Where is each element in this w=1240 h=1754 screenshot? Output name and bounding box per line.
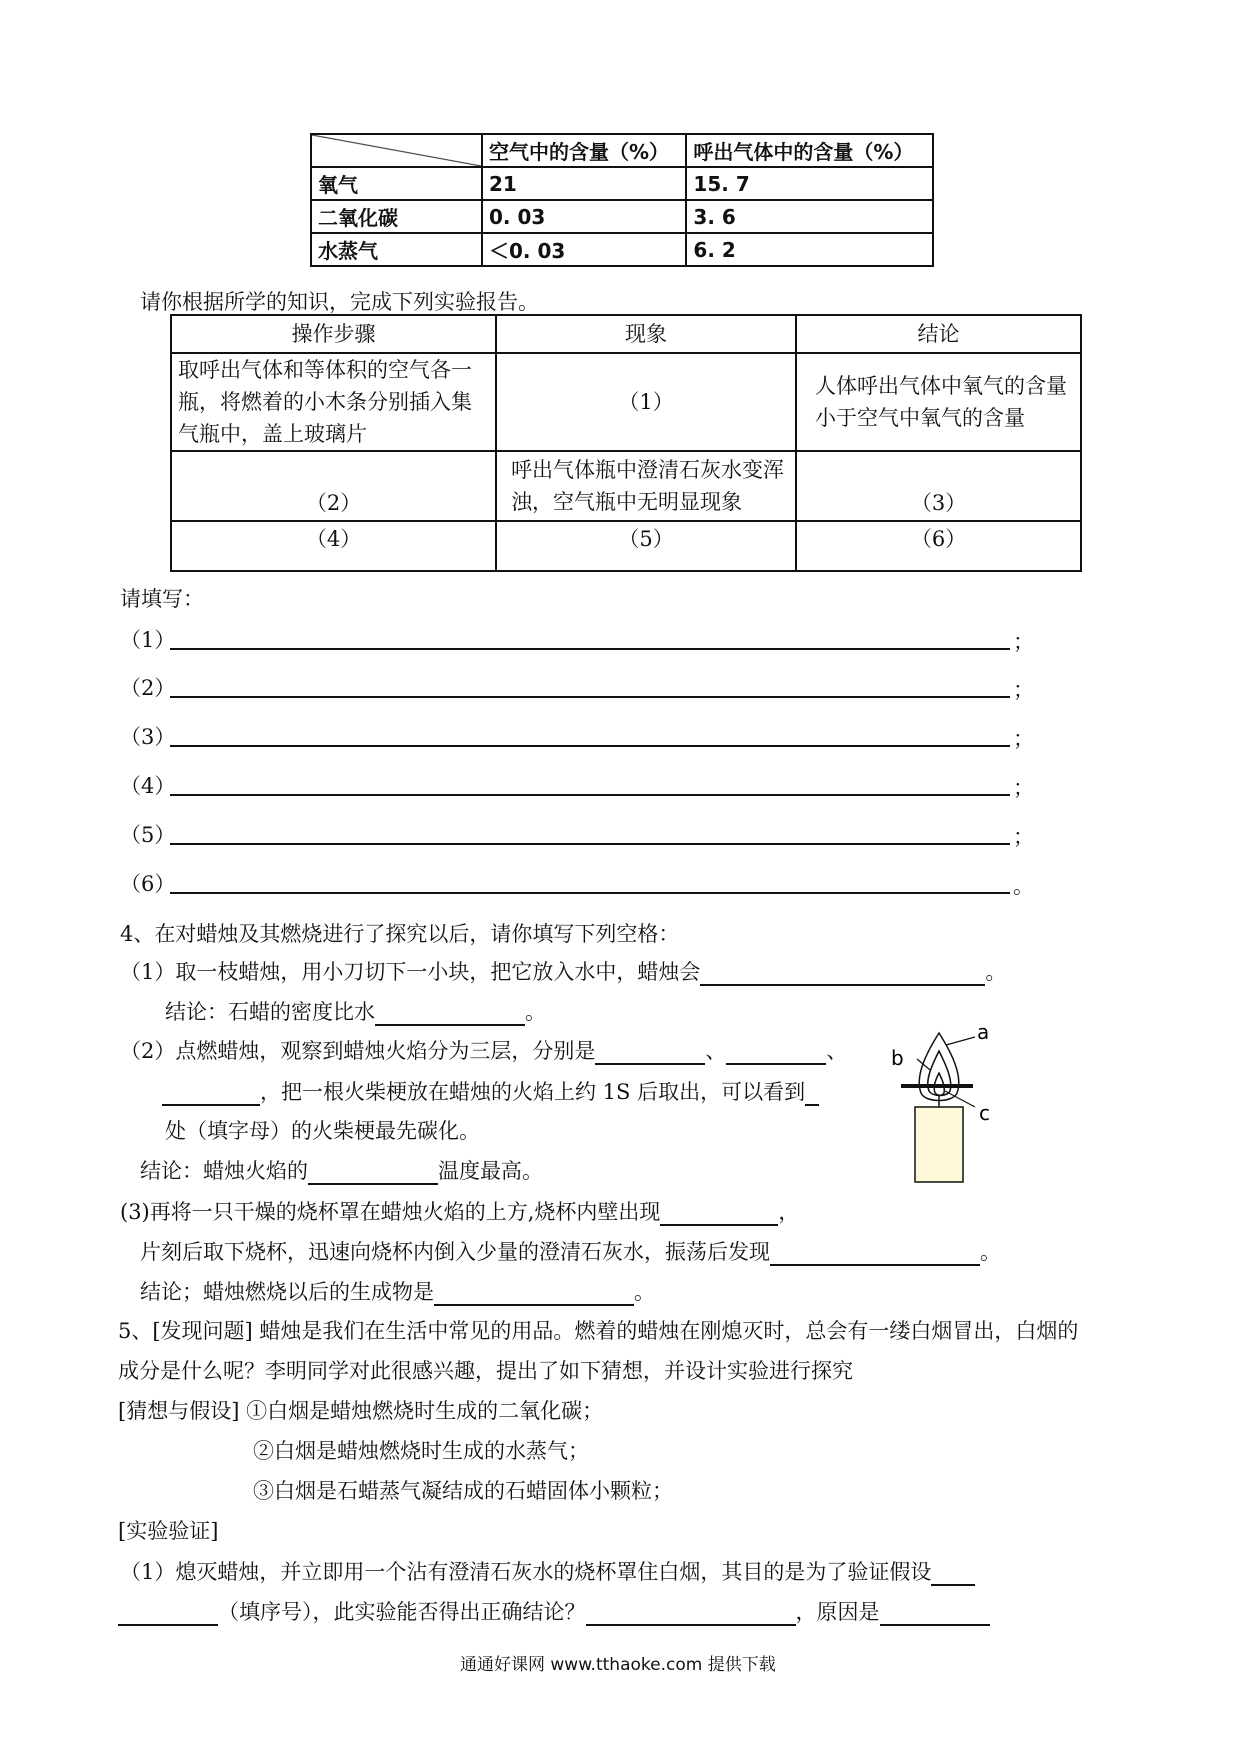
punct: 。: [980, 1240, 1001, 1264]
line-end: ；: [1013, 825, 1034, 849]
hypothesis-label: [猜想与假设]: [118, 1399, 240, 1423]
cell-value: 3. 6: [686, 200, 933, 233]
col-header-air: 空气中的含量（%）: [482, 134, 686, 167]
cell-phenomenon-3: （5）: [496, 521, 796, 571]
header-conclusion: 结论: [796, 315, 1081, 353]
table-row: [171, 521, 1081, 571]
line-number: （1）: [120, 628, 176, 652]
experiment-report-table: [170, 314, 1082, 572]
q4-part2-line1: [120, 1035, 847, 1065]
answer-blank[interactable]: [595, 1041, 705, 1065]
line-number: （2）: [120, 676, 176, 700]
table-row: [311, 233, 933, 266]
cell-step-2: （2）: [171, 451, 496, 521]
punct: 。: [985, 960, 1007, 984]
cell-phenomenon-2: 呼出气体瓶中澄清石灰水变浑浊，空气瓶中无明显现象: [496, 451, 796, 521]
q4-part3-conclusion: 结论；蜡烛燃烧以后的生成物是: [140, 1280, 434, 1304]
line-end: ；: [1013, 630, 1034, 654]
row-label: 二氧化碳: [311, 200, 482, 233]
answer-blank[interactable]: [726, 1041, 826, 1065]
punct: ，: [778, 1200, 800, 1224]
cell-value: 6. 2: [686, 233, 933, 266]
table-row: [171, 353, 1081, 451]
answer-blank[interactable]: [700, 962, 985, 986]
q4-part2-conclusion: 结论：蜡烛火焰的: [140, 1159, 308, 1183]
row-label: 水蒸气: [311, 233, 482, 266]
q4-part3-line1: [120, 1196, 799, 1226]
answer-blank[interactable]: [660, 1202, 778, 1226]
answer-blank[interactable]: [931, 1562, 975, 1586]
answer-blank[interactable]: [170, 843, 1010, 845]
cell-conclusion-1: 人体呼出气体中氧气的含量小于空气中氧气的含量: [796, 353, 1081, 451]
candle-flame-diagram: [855, 1015, 1015, 1185]
answer-blank[interactable]: [880, 1602, 990, 1626]
matchstick: [901, 1084, 973, 1088]
fill-prompt: 请填写：: [120, 587, 204, 611]
label-line-b: [917, 1059, 930, 1070]
q4-title: 4、在对蜡烛及其燃烧进行了探究以后，请你填写下列空格：: [120, 922, 680, 946]
col-header-exhaled: 呼出气体中的含量（%）: [686, 134, 933, 167]
line-end: ；: [1013, 727, 1034, 751]
punct: 。: [525, 1000, 546, 1024]
q4-part2-text2: ，把一根火柴梗放在蜡烛的火焰上约 1S 后取出，可以看到: [260, 1080, 806, 1104]
answer-blank[interactable]: [170, 794, 1010, 796]
q4-part2-conclusion-end: 温度最高。: [438, 1159, 543, 1183]
answer-blank[interactable]: [118, 1602, 218, 1626]
answer-blank[interactable]: [170, 745, 1010, 747]
q5-verify-label: [实验验证]: [118, 1519, 219, 1543]
label-b: b: [891, 1046, 904, 1070]
q4-part2-line2: [162, 1076, 819, 1106]
q4-part1-text: （1）取一枝蜡烛，用小刀切下一小块，把它放入水中，蜡烛会: [120, 960, 701, 984]
cell-value: 21: [482, 167, 686, 200]
line-end: ；: [1013, 776, 1034, 800]
cell-step-3: （4）: [171, 521, 496, 571]
q5-verify-line1: [120, 1556, 975, 1586]
hypothesis-text: ①白烟是蜡烛燃烧时生成的二氧化碳；: [246, 1399, 604, 1423]
q5-line2: 成分是什么呢？李明同学对此很感兴趣，提出了如下猜想，并设计实验进行探究: [118, 1359, 853, 1383]
answer-blank[interactable]: [375, 1002, 525, 1026]
cell-phenomenon-1: （1）: [496, 353, 796, 451]
q4-part2-text: （2）点燃蜡烛，观察到蜡烛火焰分为三层，分别是: [120, 1039, 596, 1063]
cell-conclusion-3: （6）: [796, 521, 1081, 571]
q5-verify-text: （1）熄灭蜡烛，并立即用一个沾有澄清石灰水的烧杯罩住白烟，其目的是为了验证假设: [120, 1560, 932, 1584]
header-steps: 操作步骤: [171, 315, 496, 353]
q4-part3-line2: [140, 1236, 1001, 1266]
cell-value: 15. 7: [686, 167, 933, 200]
answer-blank[interactable]: [170, 892, 1010, 894]
answer-blank[interactable]: [770, 1242, 980, 1266]
answer-blank[interactable]: [586, 1602, 796, 1626]
q4-part3-text: (3)再将一只干燥的烧杯罩在蜡烛火焰的上方,烧杯内壁出现: [120, 1200, 661, 1224]
label-a: a: [977, 1020, 990, 1044]
q4-part1-line1: [120, 956, 1006, 986]
report-intro: 请你根据所学的知识，完成下列实验报告。: [140, 290, 539, 314]
candle-body: [915, 1107, 963, 1182]
q5-line1: 5、[发现问题] 蜡烛是我们在生活中常见的用品。燃着的蜡烛在刚熄灭时，总会有一缕白烟冒出，白烟的: [118, 1319, 1079, 1343]
q4-part1-conclusion: 结论：石蜡的密度比水: [165, 1000, 375, 1024]
q4-part3-text2: 片刻后取下烧杯，迅速向烧杯内倒入少量的澄清石灰水，振荡后发现: [140, 1240, 770, 1264]
cell-conclusion-2: （3）: [796, 451, 1081, 521]
answer-blank[interactable]: [170, 696, 1010, 698]
table-row: [311, 200, 933, 233]
q5-hypothesis-2: ②白烟是蜡烛燃烧时生成的水蒸气；: [253, 1439, 589, 1463]
header-phenomenon: 现象: [496, 315, 796, 353]
line-number: （5）: [120, 823, 176, 847]
q5-verify-reason: ，原因是: [795, 1600, 880, 1624]
line-end: 。: [1013, 874, 1034, 898]
answer-blank[interactable]: [308, 1161, 438, 1185]
answer-blank[interactable]: [805, 1082, 819, 1106]
q5-hypothesis-3: ③白烟是石蜡蒸气凝结成的石蜡固体小颗粒；: [253, 1479, 673, 1503]
q4-part1-line2: [165, 996, 546, 1026]
line-number: （4）: [120, 774, 176, 798]
answer-blank[interactable]: [162, 1082, 260, 1106]
answer-blank[interactable]: [170, 648, 1010, 650]
q5-verify-question: （填序号），此实验能否得出正确结论？: [218, 1600, 586, 1624]
q4-part2-line3: 处（填字母）的火柴梗最先碳化。: [165, 1119, 480, 1143]
punct: 、: [705, 1039, 727, 1063]
line-end: ；: [1013, 678, 1034, 702]
diagonal-header-cell: [311, 134, 482, 167]
q4-part2-line4: [140, 1155, 543, 1185]
label-c: c: [979, 1101, 990, 1125]
cell-value: ＜0. 03: [482, 233, 686, 266]
row-label: 氧气: [311, 167, 482, 200]
answer-blank[interactable]: [434, 1282, 634, 1306]
table-row: [171, 451, 1081, 521]
cell-step-1: 取呼出气体和等体积的空气各一瓶，将燃着的小木条分别插入集气瓶中，盖上玻璃片: [171, 353, 496, 451]
cell-value: 0. 03: [482, 200, 686, 233]
q5-hypothesis-1: [118, 1395, 603, 1425]
gas-composition-table: [310, 133, 934, 267]
q5-verify-line2: [118, 1596, 990, 1626]
table-row: [311, 167, 933, 200]
q4-part3-line3: [140, 1276, 655, 1306]
punct: 。: [634, 1280, 655, 1304]
label-line-a: [946, 1037, 975, 1045]
line-number: （3）: [120, 725, 176, 749]
line-number: （6）: [120, 872, 176, 896]
footer-text: 通通好课网 www.tthaoke.com 提供下载: [460, 1655, 776, 1675]
punct: 、: [826, 1039, 848, 1063]
